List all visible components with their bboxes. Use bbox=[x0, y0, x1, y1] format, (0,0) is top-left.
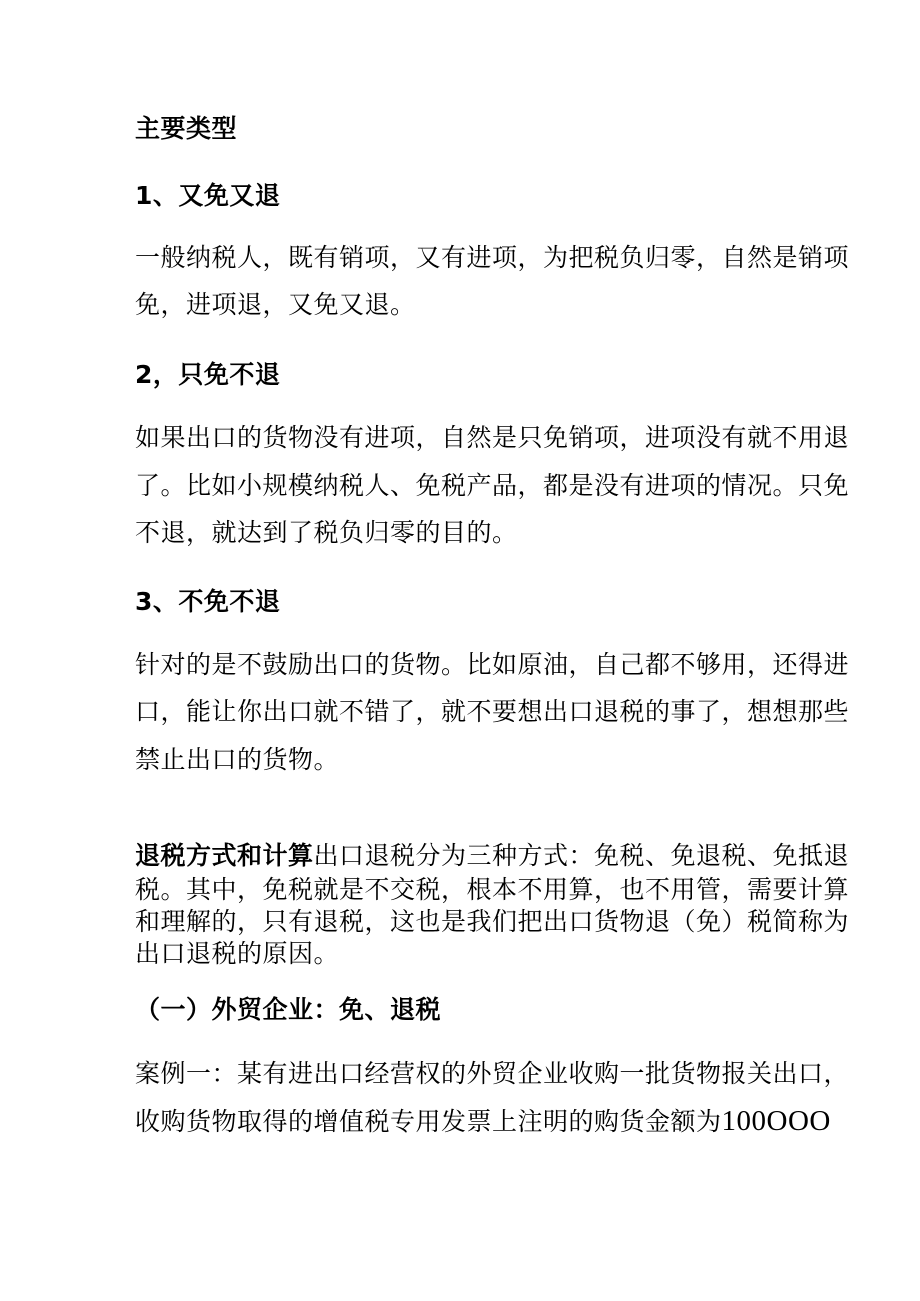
method-body-line: 和理解的，只有退税，这也是我们把出口货物退（免）税简称为 bbox=[135, 907, 850, 936]
section-2-body-line: 不退，就达到了税负归零的目的。 bbox=[135, 518, 518, 547]
section-2-body-line: 如果出口的货物没有进项，自然是只免销项，进项没有就不用退 bbox=[135, 423, 850, 452]
method-title: 退税方式和计算 bbox=[135, 841, 314, 870]
heading-main-types: 主要类型 bbox=[135, 114, 238, 143]
subsection-1-title: （一）外贸企业：免、退税 bbox=[135, 995, 442, 1024]
method-body-line: 税。其中，免税就是不交税，根本不用算，也不用管，需要计算 bbox=[135, 875, 850, 904]
section-3-body-line: 口，能让你出口就不错了，就不要想出口退税的事了，想想那些 bbox=[135, 697, 850, 726]
case-1-body-text: 收购货物取得的增值税专用发票上注明的购货金额为 bbox=[135, 1107, 722, 1136]
section-1-body-line: 免，进项退，又免又退。 bbox=[135, 290, 416, 319]
method-paragraph-first-line bbox=[135, 839, 849, 873]
section-2-title: 2，只免不退 bbox=[135, 360, 281, 389]
section-1-body-line: 一般纳税人，既有销项，又有进项，为把税负归零，自然是销项 bbox=[135, 243, 850, 272]
section-3-body-line: 禁止出口的货物。 bbox=[135, 745, 340, 774]
method-body-line: 出口退税分为三种方式：免税、免退税、免抵退 bbox=[313, 841, 850, 870]
section-3-body-line: 针对的是不鼓励出口的货物。比如原油，自己都不够用，还得进 bbox=[135, 650, 850, 679]
section-1-title: 1、又免又退 bbox=[135, 181, 281, 210]
section-3-title: 3、不免不退 bbox=[135, 587, 281, 616]
case-1-amount: 100OOO bbox=[721, 1105, 831, 1137]
section-2-body-line: 了。比如小规模纳税人、免税产品，都是没有进项的情况。只免 bbox=[135, 471, 850, 500]
case-1-body-line-with-amount bbox=[135, 1104, 831, 1139]
method-body-line: 出口退税的原因。 bbox=[135, 939, 340, 968]
case-1-body-line: 案例一：某有进出口经营权的外贸企业收购一批货物报关出口， bbox=[135, 1059, 850, 1088]
